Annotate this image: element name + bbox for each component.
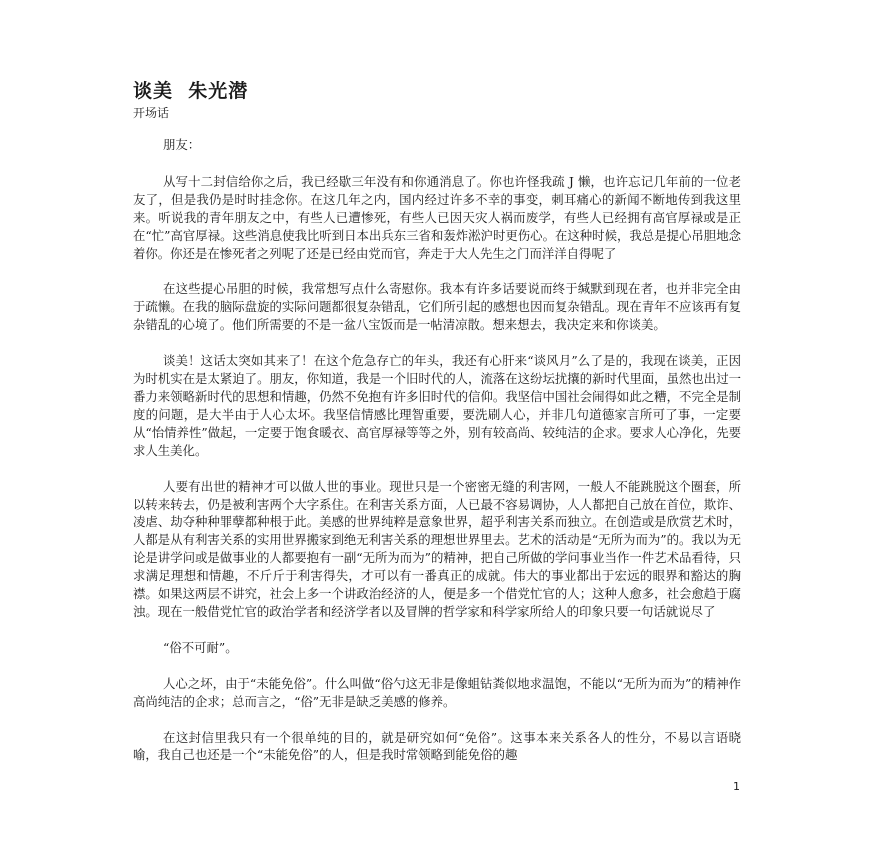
paragraph-3: 谈美！这话太突如其来了！在这个危急存亡的年头，我还有心肝来“谈风月”么了是的，我现在谈美，正因为时机实在是太紧迫了。朋友，你知道，我是一个旧时代的人，流落在这纷坛扰攘的新时代里面，虽然也出过一番力来领略新时代的思想和情趣，仍然不免抱有许多旧时代的信仰。我坚信中国社会闹得如此之糟，不完全是制度的问题，是大半由于人心太坏。我坚信情感比理智重要，要洗刷人心，并非几句道德家言所可了事，一定要从“怡情养性”做起，一定要于饱食暖衣、高官厚禄等等之外，别有较高尚、较纯洁的企求。要求人心净化，先要求人生美化。 xyxy=(133,353,741,458)
paragraph-4: 人要有出世的精神才可以做人世的事业。现世只是一个密密无缝的利害网，一般人不能跳脱这个圈套，所以转来转去，仍是被利害两个大字系住。在利害关系方面，人已最不容易调协，人人都把自己放在首位，欺诈、凌虐、劫夺种种罪孽都种根于此。美感的世界纯粹是意象世界，超乎利害关系而独立。在创造或是欣赏艺术时，人都是从有利害关系的实用世界搬家到绝无利害关系的理想世界里去。艺术的活动是“无所为而为”的。我以为无论是讲学问或是做事业的人都要抱有一副“无所为而为”的精神，把自己所做的学问事业当作一件艺术品看待，只求满足理想和情趣，不斤斤于利害得失，才可以有一番真正的成就。伟大的事业都出于宏远的眼界和豁达的胸襟。如果这两层不讲究，社会上多一个讲政治经济的人，便是多一个借党忙官的人；这种人愈多，社会愈趋于腐浊。现在一般借党忙官的政治学者和经济学者以及冒牌的哲学家和科学家所给人的印象只要一句话就说尽了 xyxy=(133,478,741,619)
paragraph-2: 在这些提心吊胆的时候，我常想写点什么寄慰你。我本有许多话要说而终于缄默到现在者，也并非完全由于疏懒。在我的脑际盘旋的实际问题都很复杂错乱，它们所引起的感想也因而复杂错乱。现在青年不应该再有复杂错乱的心境了。他们所需要的不是一盆八宝饭而是一帖清凉散。想来想去，我决定来和你谈美。 xyxy=(133,281,741,333)
document-title: 谈美 朱光潜 xyxy=(133,80,249,102)
page-number: 1 xyxy=(733,780,740,793)
greeting: 朋友： xyxy=(163,137,201,152)
paragraph-5: “俗不可耐”。 xyxy=(163,639,238,655)
paragraph-6: 人心之坏，由于“未能免俗”。什么叫做“俗勺这无非是像蛆钻粪似地求温饱，不能以“无所为而为”的精神作高尚纯洁的企求；总而言之，“俗”无非是缺乏美感的修养。 xyxy=(133,675,741,709)
paragraph-7: 在这封信里我只有一个很单纯的目的，就是研究如何“免俗”。这事本来关系各人的性分，不易以言语晓喻，我自己也还是一个“未能免俗”的人，但是我时常领略到能免俗的趣 xyxy=(133,729,741,763)
paragraph-1: 从写十二封信给你之后，我已经歇三年没有和你通消息了。你也许怪我疏 J 懒，也许忘记几年前的一位老友了，但是我仍是时时挂念你。在这几年之内，国内经过许多不幸的事变，刺耳痛心的新闻不断地传到我这里来。听说我的青年朋友之中，有些人已遭惨死，有些人已因天灾人祸而废学，有些人已经拥有高官厚禄或是正在“忙”高官厚禄。这些消息使我比听到日本出兵东三省和轰炸淞沪时更伤心。在这种时候，我总是提心吊胆地念着你。你还是在惨死者之列呢了还是已经由党而官，奔走于大人先生之门而洋洋自得呢了 xyxy=(133,173,741,261)
section-heading: 开场话 xyxy=(133,106,170,120)
document-body xyxy=(133,136,741,782)
